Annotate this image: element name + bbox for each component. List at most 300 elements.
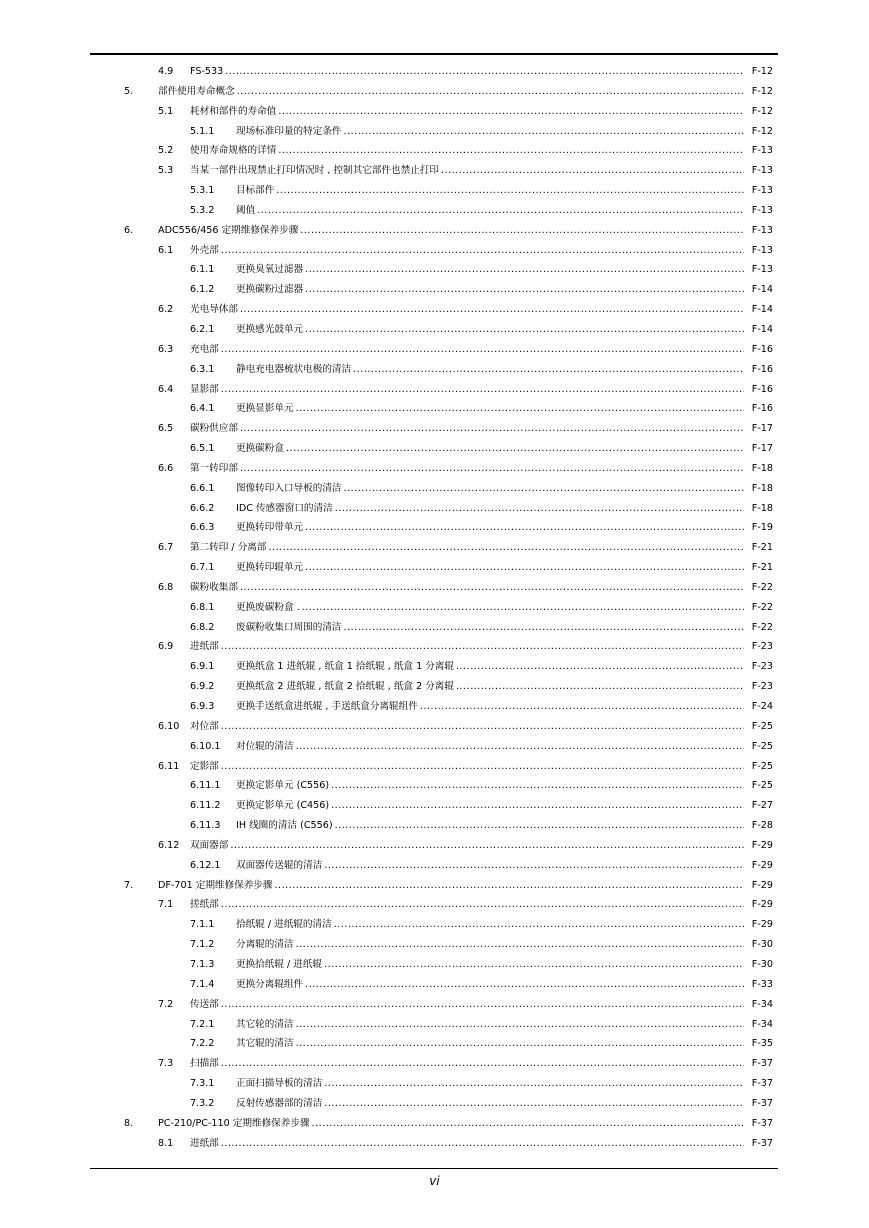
toc-entry[interactable]: [0, 122, 869, 142]
toc-entry-title: DF-701 定期维修保养步骤: [158, 876, 274, 896]
toc-entry[interactable]: [0, 836, 869, 856]
toc-entry-number: 6.10.1: [190, 740, 221, 752]
toc-entry-title: 部件使用寿命概念: [158, 82, 237, 102]
toc-entry-page: F-21: [744, 538, 773, 558]
toc-entry-number: 6.4.1: [190, 403, 215, 415]
toc-entry[interactable]: [0, 499, 869, 519]
toc-entry-title-line: [190, 637, 745, 657]
toc-entry-title: 扫描部: [190, 1054, 221, 1074]
toc-entry-page: F-22: [744, 578, 773, 598]
toc-entry-number: 6.2: [158, 304, 174, 316]
dot-leader: [230, 836, 745, 856]
dot-leader: [257, 201, 745, 221]
toc-entry-number: 7.3.1: [190, 1078, 215, 1090]
dot-leader: [221, 995, 745, 1015]
toc-entry-page: F-23: [744, 637, 773, 657]
toc-entry-number: 6.6.2: [190, 502, 215, 514]
toc-entry-title: 更换显影单元: [236, 399, 296, 419]
toc-entry-title: 碳粉收集部: [190, 578, 240, 598]
toc-entry-number: 6.6: [158, 462, 174, 474]
toc-entry-title-line: [236, 796, 745, 816]
toc-entry-number: 7.3.2: [190, 1097, 215, 1109]
toc-entry-title: 更换拾纸辊 / 进纸辊: [236, 955, 324, 975]
toc-entry-number: 7.3: [158, 1058, 174, 1070]
toc-entry-page: F-16: [744, 380, 773, 400]
dot-leader: [456, 657, 745, 677]
toc-entry-title: 更换定影单元 (C556): [236, 776, 331, 796]
dot-leader: [353, 360, 745, 380]
toc-entry-page: F-29: [744, 895, 773, 915]
toc-entry-page: F-28: [744, 816, 773, 836]
toc-entry-number: 6.12: [158, 839, 180, 851]
toc-entry-title-line: [236, 1094, 745, 1114]
dot-leader: [269, 538, 746, 558]
toc-entry-title: 更换纸盒 1 进纸辊 , 纸盒 1 拾纸辊 , 纸盒 1 分离辊: [236, 657, 456, 677]
toc-entry-page: F-29: [744, 856, 773, 876]
toc-entry[interactable]: [0, 776, 869, 796]
toc-entry-number: 6.10: [158, 720, 180, 732]
toc-entry-page: F-23: [744, 657, 773, 677]
dot-leader: [305, 558, 745, 578]
toc-entry[interactable]: [0, 300, 869, 320]
toc-entry-page: F-16: [744, 360, 773, 380]
toc-entry[interactable]: [0, 399, 869, 419]
toc-entry-title: 静电充电器梳状电极的清洁: [236, 360, 353, 380]
toc-entry-page: F-33: [744, 975, 773, 995]
toc-entry-page: F-37: [744, 1054, 773, 1074]
toc-entry-title: 显影部: [190, 380, 221, 400]
dot-leader: [344, 618, 745, 638]
toc-entry-title-line: [190, 340, 745, 360]
toc-entry-number: 5.3: [158, 165, 174, 177]
dot-leader: [324, 955, 745, 975]
toc-entry-title: 更换感光鼓单元: [236, 320, 305, 340]
toc-entry-number: 6.6.3: [190, 522, 215, 534]
toc-entry-page: F-19: [744, 518, 773, 538]
toc-entry-title-line: [236, 558, 745, 578]
toc-entry-title: 第一转印部: [190, 459, 240, 479]
dot-leader: [221, 895, 745, 915]
toc-entry-title: 正面扫描导板的清洁: [236, 1074, 324, 1094]
toc-entry-title-line: [236, 181, 745, 201]
toc-entry-page: F-25: [744, 757, 773, 777]
toc-entry-title-line: [190, 578, 745, 598]
toc-entry[interactable]: [0, 737, 869, 757]
toc-entry-number: 6.6.1: [190, 482, 215, 494]
toc-entry-number: 6.11.3: [190, 820, 221, 832]
toc-entry-page: F-30: [744, 955, 773, 975]
toc-entry-title-line: [236, 499, 745, 519]
dot-leader: [286, 439, 745, 459]
toc-entry-title-line: [190, 380, 745, 400]
toc-entry[interactable]: [0, 717, 869, 737]
dot-leader: [441, 161, 745, 181]
toc-entry-title: 光电导体部: [190, 300, 240, 320]
toc-entry-number: 6.8.2: [190, 621, 215, 633]
toc-entry-page: F-29: [744, 876, 773, 896]
dot-leader: [331, 796, 745, 816]
toc-entry-page: F-18: [744, 479, 773, 499]
toc-entry-page: F-25: [744, 776, 773, 796]
dot-leader: [221, 757, 745, 777]
toc-entry-page: F-17: [744, 439, 773, 459]
toc-entry-page: F-29: [744, 915, 773, 935]
toc-entry[interactable]: [0, 618, 869, 638]
toc-entry[interactable]: [0, 439, 869, 459]
toc-entry[interactable]: [0, 1134, 869, 1154]
toc-entry[interactable]: [0, 82, 869, 102]
toc-entry-title-line: [236, 915, 745, 935]
toc-entry-number: 6.9: [158, 641, 174, 653]
toc-entry-number: 4.9: [158, 66, 174, 77]
dot-leader: [221, 637, 745, 657]
toc-entry-page: F-14: [744, 300, 773, 320]
toc-entry[interactable]: [0, 975, 869, 995]
toc-entry-title-line: [190, 757, 745, 777]
dot-leader: [312, 1114, 745, 1134]
toc-entry-number: 5.: [124, 85, 134, 97]
toc-entry-page: F-37: [744, 1134, 773, 1154]
toc-entry[interactable]: [0, 816, 869, 836]
toc-entry-page: F-16: [744, 340, 773, 360]
toc-entry-title: 反射传感器部的清洁: [236, 1094, 324, 1114]
toc-entry-page: F-14: [744, 280, 773, 300]
toc-entry-number: 7.2: [158, 998, 174, 1010]
toc-entry-number: 5.1: [158, 105, 174, 117]
toc-entry-number: 6.5: [158, 423, 174, 435]
toc-entry-title-line: [158, 82, 745, 102]
toc-entry[interactable]: [0, 280, 869, 300]
toc-entry-title-line: [236, 598, 745, 618]
toc-entry-title-line: [236, 320, 745, 340]
toc-entry[interactable]: [0, 1015, 869, 1035]
toc-entry-number: 5.3.2: [190, 204, 215, 216]
toc-entry-title-line: [190, 241, 745, 261]
dot-leader: [274, 876, 745, 896]
toc-entry-title: 定影部: [190, 757, 221, 777]
toc-entry[interactable]: [0, 598, 869, 618]
toc-entry-title: 使用寿命规格的详情: [190, 141, 278, 161]
toc-entry-title: 双面器部: [190, 836, 230, 856]
dot-leader: [278, 102, 745, 122]
toc-entry-title-line: [236, 260, 745, 280]
toc-entry-title: 对位辊的清洁: [236, 737, 296, 757]
toc-entry[interactable]: [0, 895, 869, 915]
toc-entry[interactable]: [0, 518, 869, 538]
toc-entry-title-line: [236, 975, 745, 995]
toc-entry-title: 废碳粉收集口周围的清洁: [236, 618, 344, 638]
toc-entry[interactable]: [0, 697, 869, 717]
toc-entry-number: 6.3.1: [190, 363, 215, 375]
toc-entry-page: F-12: [744, 82, 773, 102]
toc-entry-page: F-22: [744, 618, 773, 638]
toc-entry-title-line: [190, 141, 745, 161]
toc-entry-page: F-34: [744, 995, 773, 1015]
toc-entry-title: 搓纸部: [190, 895, 221, 915]
toc-entry-title-line: [236, 1034, 745, 1054]
dot-leader: [300, 221, 745, 241]
toc-entry[interactable]: [0, 241, 869, 261]
toc-entry[interactable]: [0, 757, 869, 777]
toc-entry-title: 更换废碳粉盒 .: [236, 598, 302, 618]
toc-entry-title-line: [236, 399, 745, 419]
toc-entry-title: 更换手送纸盒进纸辊 , 手送纸盒分离辊组件: [236, 697, 420, 717]
dot-leader: [305, 320, 745, 340]
toc-entry-title: 目标部件: [236, 181, 276, 201]
toc-entry-page: F-25: [744, 737, 773, 757]
toc-entry-title-line: [190, 62, 745, 82]
toc-entry[interactable]: [0, 915, 869, 935]
toc-entry[interactable]: [0, 1034, 869, 1054]
toc-entry-page: F-14: [744, 320, 773, 340]
toc-entry-title: 外壳部: [190, 241, 221, 261]
dot-leader: [296, 737, 745, 757]
toc-entry[interactable]: [0, 141, 869, 161]
toc-entry-number: 6.9.3: [190, 701, 215, 712]
toc-entry-page: F-21: [744, 558, 773, 578]
toc-entry[interactable]: [0, 340, 869, 360]
dot-leader: [324, 856, 745, 876]
toc-entry[interactable]: [0, 320, 869, 340]
dot-leader: [237, 82, 745, 102]
toc-entry-page: F-13: [744, 260, 773, 280]
toc-entry[interactable]: [0, 1054, 869, 1074]
toc-entry-title-line: [190, 538, 745, 558]
toc-entry[interactable]: [0, 1074, 869, 1094]
toc-entry[interactable]: [0, 657, 869, 677]
toc-entry[interactable]: [0, 62, 869, 82]
toc-entry-title: 耗材和部件的寿命值: [190, 102, 278, 122]
toc-entry-title: 碳粉供应部: [190, 419, 240, 439]
dot-leader: [221, 717, 745, 737]
dot-leader: [302, 598, 745, 618]
dot-leader: [276, 181, 745, 201]
toc-entry-title-line: [190, 459, 745, 479]
toc-entry-number: 6.8.1: [190, 601, 215, 613]
toc-entry-title-line: [236, 955, 745, 975]
toc-entry-title-line: [236, 1015, 745, 1035]
dot-leader: [296, 1034, 745, 1054]
toc-entry-title-line: [190, 1134, 745, 1154]
dot-leader: [324, 1094, 745, 1114]
toc-entry[interactable]: [0, 578, 869, 598]
toc-entry-title: 更换定影单元 (C456): [236, 796, 331, 816]
dot-leader: [305, 518, 745, 538]
toc-entry-page: F-13: [744, 241, 773, 261]
toc-entry-page: F-24: [744, 697, 773, 717]
toc-entry-number: 6.1.1: [190, 264, 215, 276]
toc-entry[interactable]: [0, 1114, 869, 1134]
toc-entry-page: F-18: [744, 499, 773, 519]
dot-leader: [456, 677, 745, 697]
toc-entry-title: 现场标准印量的特定条件: [236, 122, 344, 142]
toc-entry-number: 8.: [124, 1117, 134, 1129]
toc-entry-title-line: [236, 201, 745, 221]
dot-leader: [335, 816, 745, 836]
toc-entry-number: 6.12.1: [190, 859, 221, 871]
toc-entry-number: 6.1: [158, 244, 174, 256]
toc-entry-number: 7.1.2: [190, 939, 215, 951]
toc-entry[interactable]: [0, 1094, 869, 1114]
toc-entry-title: 分离辊的清洁: [236, 935, 296, 955]
toc-entry[interactable]: [0, 102, 869, 122]
toc-entry-number: 7.: [124, 879, 134, 891]
toc-entry-title: 更换纸盒 2 进纸辊 , 纸盒 2 拾纸辊 , 纸盒 2 分离辊: [236, 677, 456, 697]
toc-entry-number: 6.7: [158, 542, 174, 554]
toc-entry-page: F-37: [744, 1094, 773, 1114]
dot-leader: [324, 1074, 745, 1094]
toc-entry-title-line: [190, 419, 745, 439]
toc-entry[interactable]: [0, 161, 869, 181]
toc-entry-title-line: [236, 1074, 745, 1094]
toc-entry-number: 6.9.2: [190, 681, 215, 693]
dot-leader: [305, 975, 745, 995]
toc-entry-number: 7.1: [158, 899, 174, 911]
toc-entry-title-line: [190, 1054, 745, 1074]
toc-entry-page: F-17: [744, 419, 773, 439]
toc-entry[interactable]: [0, 260, 869, 280]
dot-leader: [240, 459, 745, 479]
toc-entry-title: 更换分离辊组件: [236, 975, 305, 995]
toc-entry-title: 更换臭氧过滤器: [236, 260, 305, 280]
toc-entry-title: 传送部: [190, 995, 221, 1015]
toc-entry[interactable]: [0, 856, 869, 876]
dot-leader: [278, 141, 745, 161]
toc-entry-title-line: [190, 300, 745, 320]
toc-entry-page: F-12: [744, 122, 773, 142]
toc-entry-page: F-29: [744, 836, 773, 856]
toc-entry[interactable]: [0, 558, 869, 578]
toc-entry-title: 进纸部: [190, 637, 221, 657]
dot-leader: [240, 578, 745, 598]
toc-entry-title-line: [190, 836, 745, 856]
toc-entry[interactable]: [0, 995, 869, 1015]
toc-entry-page: F-23: [744, 677, 773, 697]
toc-entry-number: 6.11.1: [190, 780, 221, 792]
toc-entry-title-line: [236, 935, 745, 955]
toc-entry-page: F-37: [744, 1074, 773, 1094]
toc-entry-number: 6.1.2: [190, 284, 215, 296]
toc-entry-number: 7.1.3: [190, 958, 215, 970]
toc-entry-number: 8.1: [158, 1137, 174, 1149]
toc-entry-number: 6.9.1: [190, 661, 215, 673]
dot-leader: [221, 1134, 745, 1154]
dot-leader: [225, 62, 745, 82]
toc-entry-title: PC-210/PC-110 定期维修保养步骤: [158, 1114, 312, 1134]
toc-entry-number: 7.1.1: [190, 919, 215, 931]
toc-entry-page: F-35: [744, 1034, 773, 1054]
toc-entry[interactable]: [0, 796, 869, 816]
toc-entry-page: F-13: [744, 161, 773, 181]
toc-entry-page: F-16: [744, 399, 773, 419]
toc-entry-page: F-13: [744, 141, 773, 161]
toc-entry-title-line: [236, 657, 745, 677]
dot-leader: [305, 260, 745, 280]
toc-entry-number: 6.11.2: [190, 800, 221, 812]
toc-entry-page: F-25: [744, 717, 773, 737]
dot-leader: [344, 122, 745, 142]
toc-entry-number: 6.: [124, 224, 134, 236]
toc-entry-title: 充电部: [190, 340, 221, 360]
toc-entry-number: 5.3.1: [190, 185, 215, 197]
dot-leader: [334, 915, 745, 935]
toc-entry-title-line: [190, 995, 745, 1015]
toc-entry-title-line: [190, 102, 745, 122]
dot-leader: [221, 1054, 745, 1074]
toc-entry-page: F-22: [744, 598, 773, 618]
toc-entry[interactable]: [0, 479, 869, 499]
toc-entry-title: 进纸部: [190, 1134, 221, 1154]
toc-entry[interactable]: [0, 677, 869, 697]
toc-entry-number: 6.3: [158, 343, 174, 355]
toc-entry-title: ADC556/456 定期维修保养步骤: [158, 221, 300, 241]
toc-entry-page: F-13: [744, 221, 773, 241]
toc-entry[interactable]: [0, 201, 869, 221]
toc-entry-number: 6.7.1: [190, 562, 215, 574]
dot-leader: [344, 479, 745, 499]
toc-entry-title: 阈值: [236, 201, 257, 221]
toc-entry[interactable]: [0, 419, 869, 439]
toc-entry-title: 更换碳粉盒: [236, 439, 286, 459]
toc-entry-page: F-18: [744, 459, 773, 479]
toc-entry-title: 对位部: [190, 717, 221, 737]
toc-entry-title-line: [236, 697, 745, 717]
toc-entry-title: 更换转印带单元: [236, 518, 305, 538]
toc-entry-title: 当某一部件出现禁止打印情况时 , 控制其它部件也禁止打印: [190, 161, 441, 181]
dot-leader: [420, 697, 745, 717]
toc-entry[interactable]: [0, 637, 869, 657]
toc-entry[interactable]: [0, 538, 869, 558]
toc-entry-title-line: [190, 161, 745, 181]
toc-entry-number: 6.2.1: [190, 323, 215, 335]
toc-entry[interactable]: [0, 935, 869, 955]
toc-entry-page: F-12: [744, 62, 773, 82]
toc-entry-title: 双面器传送辊的清洁: [236, 856, 324, 876]
toc-entry-title-line: [236, 776, 745, 796]
toc-entry-number: 6.11: [158, 760, 180, 772]
toc-entry-number: 7.2.1: [190, 1018, 215, 1030]
toc-entry-title-line: [190, 895, 745, 915]
toc-entry-title-line: [158, 1114, 745, 1134]
dot-leader: [331, 776, 745, 796]
toc-entry-title-line: [236, 439, 745, 459]
toc-entry[interactable]: [0, 876, 869, 896]
toc-entry-page: F-13: [744, 201, 773, 221]
page-number: vi: [429, 1174, 440, 1188]
toc-entry-title: IDC 传感器窗口的清洁: [236, 499, 335, 519]
toc-entry-title-line: [236, 518, 745, 538]
dot-leader: [305, 280, 745, 300]
dot-leader: [296, 1015, 745, 1035]
toc-entry-title-line: [236, 677, 745, 697]
dot-leader: [240, 419, 745, 439]
toc-entry[interactable]: [0, 380, 869, 400]
dot-leader: [296, 399, 745, 419]
dot-leader: [296, 935, 745, 955]
toc-entry-title: 更换转印辊单元: [236, 558, 305, 578]
toc-entry[interactable]: [0, 955, 869, 975]
toc-entry[interactable]: [0, 360, 869, 380]
toc-entry-title: FS-533: [190, 62, 225, 82]
toc-entry-number: 6.8: [158, 581, 174, 593]
toc-entry[interactable]: [0, 459, 869, 479]
toc-entry[interactable]: [0, 221, 869, 241]
dot-leader: [221, 241, 745, 261]
toc-entry-title-line: [158, 221, 745, 241]
toc-entry[interactable]: [0, 181, 869, 201]
toc-entry-title: 拾纸辊 / 进纸辊的清洁: [236, 915, 334, 935]
toc-entry-title-line: [158, 876, 745, 896]
